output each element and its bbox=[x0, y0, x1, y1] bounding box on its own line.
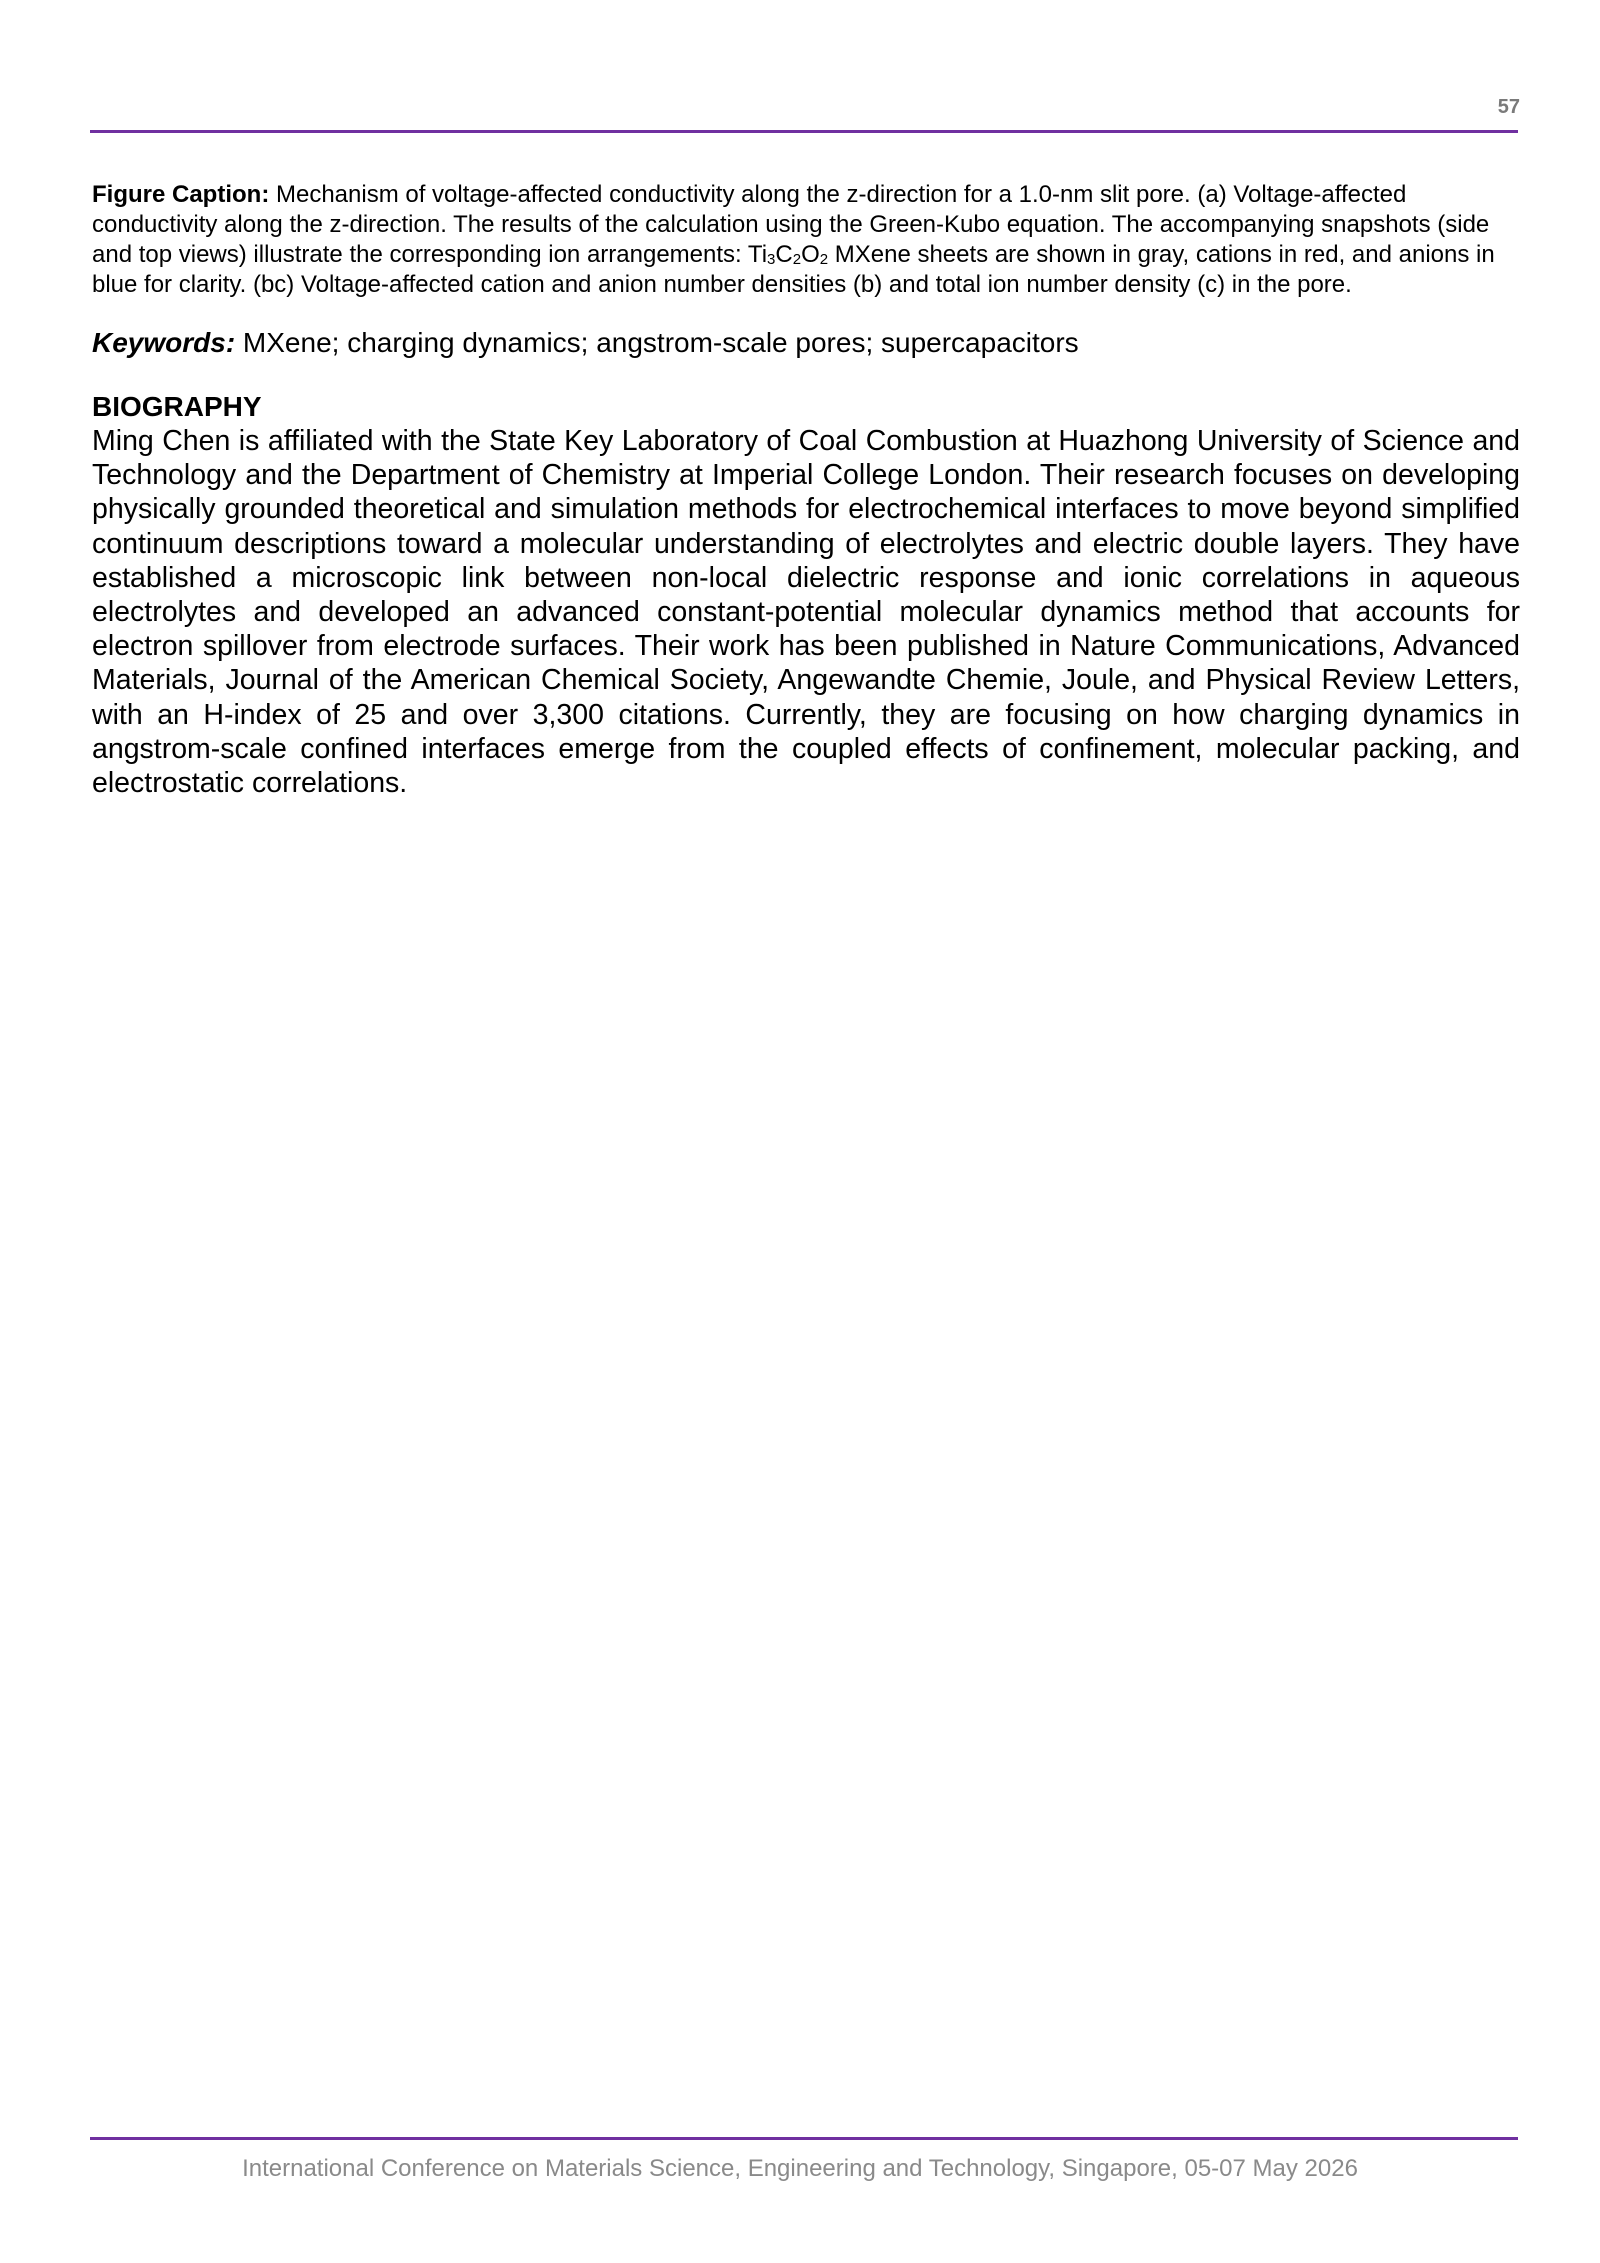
page-number: 57 bbox=[1497, 96, 1520, 118]
formula-element: O bbox=[801, 241, 820, 268]
page-content bbox=[92, 180, 1520, 800]
figure-caption-text: Mechanism of voltage-affected conductivity along the z-direction for a 1.0-nm slit pore. (a) Voltage-affected conductivity along the z-direction. The results of the calculation using the Green-Kubo equation. The accompanying snapshots (side and top views) illustrate the corresponding ion arrangements: Ti bbox=[92, 181, 1490, 268]
keywords-text: MXene; charging dynamics; angstrom-scale pores; supercapacitors bbox=[235, 327, 1079, 358]
formula-subscript: 2 bbox=[792, 251, 802, 268]
figure-caption bbox=[92, 180, 1520, 300]
figure-caption-label: Figure Caption: bbox=[92, 181, 270, 208]
biography-heading: BIOGRAPHY bbox=[92, 391, 262, 422]
formula-subscript: 2 bbox=[819, 251, 829, 268]
keywords-label: Keywords: bbox=[92, 327, 236, 358]
footer-text: International Conference on Materials Science, Engineering and Technology, Singapore, 05-07 May 2026 bbox=[242, 2155, 1358, 2182]
keywords bbox=[92, 326, 1520, 360]
footer-divider bbox=[90, 2137, 1518, 2140]
formula-subscript: 3 bbox=[767, 251, 776, 268]
figure-caption-text-continued: MXene sheets are shown in gray, cations in red, and anions in blue for clarity. (bc) Voltage-affected cation and anion number densities (b) and total ion number density (c) in the pore. bbox=[92, 241, 1495, 298]
header-divider bbox=[90, 130, 1518, 133]
formula-element: C bbox=[775, 241, 793, 268]
biography-text: Ming Chen is affiliated with the State Key Laboratory of Coal Combustion at Huazhong University of Science and Technology and the Department of Chemistry at Imperial College London. Their research focuses on developing physically grounded theoretical and simulation methods for electrochemical interfaces to move beyond simplified continuum descriptions toward a molecular understanding of electrolytes and electric double layers. They have established a microscopic link between non-local dielectric response and ionic correlations in aqueous electrolytes and developed an advanced constant-potential molecular dynamics method that accounts for electron spillover from electrode surfaces. Their work has been published in Nature Communications, Advanced Materials, Journal of the American Chemical Society, Angewandte Chemie, Joule, and Physical Review Letters, with an H-index of 25 and over 3,300 citations. Currently, they are focusing on how charging dynamics in angstrom-scale confined interfaces emerge from the coupled effects of confinement, molecular packing, and electrostatic correlations. bbox=[92, 425, 1520, 800]
